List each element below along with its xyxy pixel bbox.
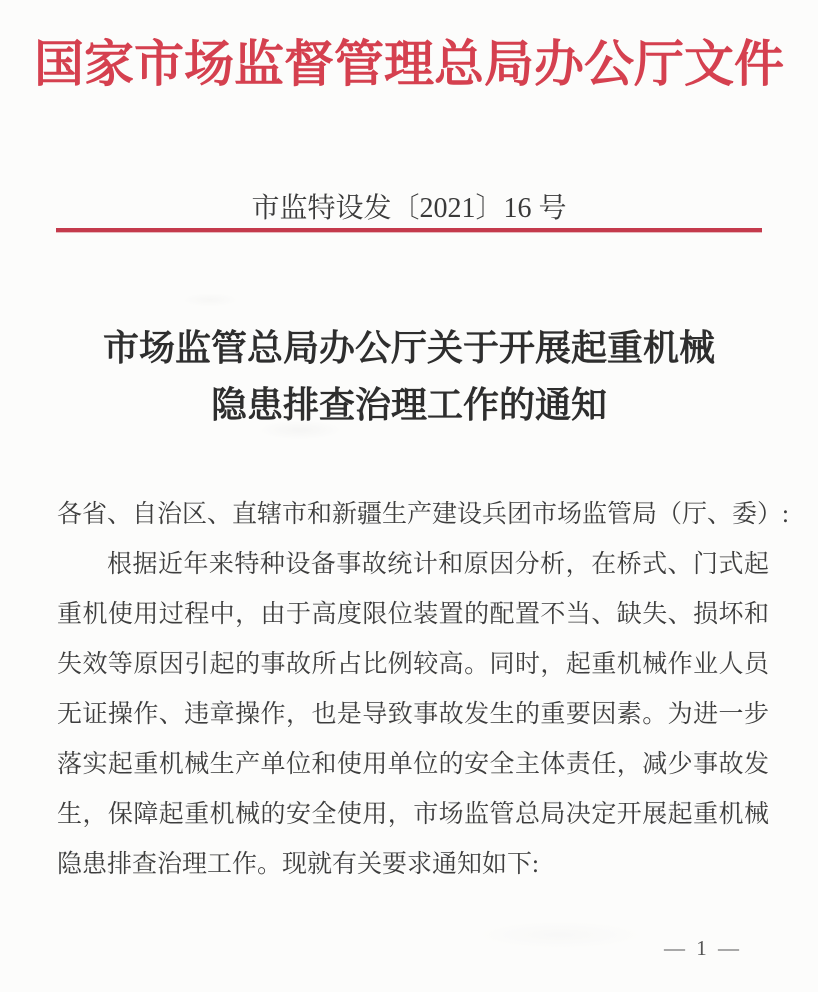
paragraph-line: 重机使用过程中，由于高度限位装置的配置不当、缺失、损坏和 (57, 601, 769, 628)
document-title-line-2: 隐患排查治理工作的通知 (210, 385, 607, 425)
paragraph-line: 隐患排查治理工作。现就有关要求通知如下: (57, 851, 539, 878)
red-divider-line (56, 228, 762, 232)
paragraph-line: 无证操作、违章操作，也是导致事故发生的重要因素。为进一步 (57, 701, 769, 728)
document-number: 市监特设发〔2021〕16 号 (251, 193, 567, 224)
document-body (57, 490, 789, 890)
paragraph-line: 生，保障起重机械的安全使用，市场监管总局决定开展起重机械 (57, 801, 769, 828)
document-title-line-1: 市场监管总局办公厅关于开展起重机械 (102, 328, 715, 368)
page-number: — 1 — (664, 936, 742, 960)
paragraph-line: 失效等原因引起的事故所占比例较高。同时，起重机械作业人员 (57, 651, 769, 678)
paragraph-line: 落实起重机械生产单位和使用单位的安全主体责任，减少事故发 (57, 751, 769, 778)
document-title (0, 320, 818, 434)
paragraph-line: 根据近年来特种设备事故统计和原因分析，在桥式、门式起 (107, 551, 769, 578)
page-footer (0, 936, 818, 961)
salutation-line: 各省、自治区、直辖市和新疆生产建设兵团市场监管局（厅、委）: (57, 501, 789, 528)
agency-header-title: 国家市场监督管理总局办公厅文件 (34, 36, 784, 92)
